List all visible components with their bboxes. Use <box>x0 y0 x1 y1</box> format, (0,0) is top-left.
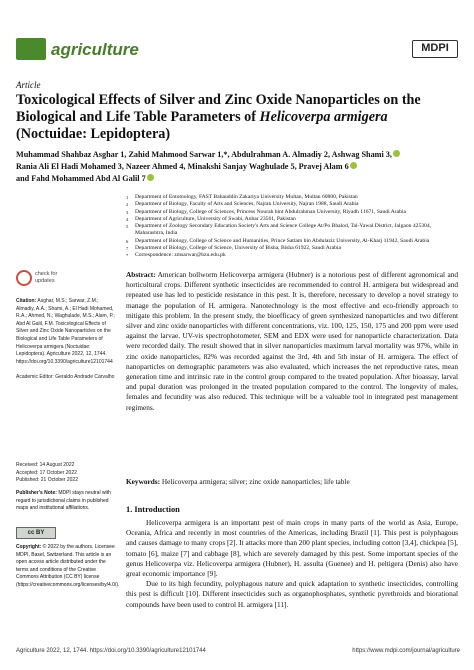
author-list <box>16 149 460 186</box>
orcid-icon[interactable] <box>147 174 154 181</box>
paragraph: Helicoverpa armigera is an important pest of main crops in many parts of the world as Asia, Europe, Oceania, Africa and recently in most countries of the Americas, including Brazil [1]. This pest is polyphagous and causes damage to many crops [2]. It attacks more than 200 plant species, including cotton [3,4], chickpea [5], tomato [6], maize [7] and cabbage [8], which are severely damaged by this pest. Some important species of the genus Helicoverpa viz. Helicoverpa armigera (Hubner), H. assulta (Guenee) and H. peltigera (Denis) also have great economic importance [9]. <box>126 518 458 579</box>
copyright-block: Copyright: © 2022 by the authors. Licensee MDPI, Basel, Switzerland. This article is an open access article distributed under the terms and conditions of the Creative Commons Attribution (CC BY) license (https://creativecommons.org/licenses/by/4.0/). <box>16 544 120 588</box>
paragraph: Due to its high fecundity, polyphagous nature and quick adaptation to synthetic insecticides, controlling this pest is difficult [10]. Different insecticides such as organophosphates, synthetic pyrethroids and biorational compounds have been used to control H. armigera [11]. <box>126 579 458 609</box>
citation-block: Citation: Asghar, M.S.; Sarwar, Z.M.; Almadiy, A.A.; Shami, A.; El Hadi Mohamed, R.A.; Ahmed, N.; Waghulade, M.S.; Alam, P.; Abd Al Galil, F.M. Toxicological Effects of Silver and Zinc Oxide Nanoparticles on the Biological and Life Table Parameters of Helicoverpa armigera (Noctuidae: Lepidoptera). Agriculture 2022, 12, 1744. https://doi.org/10.3390/agriculture12101744 Academic Editor: Geraldo Andrade Carvalho <box>16 298 115 380</box>
orcid-icon[interactable] <box>350 162 357 169</box>
author-line: Rania Ali El Hadi Mohamed 3, Nazeer Ahmed 4, Minakshi Sanjay Waghulade 5, Pravej Alam 6 <box>16 161 460 173</box>
article-type: Article <box>16 80 41 90</box>
affiliations <box>126 194 456 260</box>
affiliation-item: 1 Department of Entomology, FAST Bahauddin Zakariya University Multan, Multan 60800, Pakistan <box>126 194 358 200</box>
affiliation-item: 5 Department of Zoology Secondary Education Society's Arts and Science College At/Po Bhalod, Tal-Yawal District, Jalgaon 425304, Maharashtra, India <box>126 223 432 237</box>
dates-block: Received: 14 August 2022 Accepted: 17 October 2022 Published: 21 October 2022 <box>16 462 78 484</box>
affiliation-item: 4 Department of Agriculture, University of Swabi, Anbar 23561, Pakistan <box>126 215 296 222</box>
keywords: Keywords: Helicoverpa armigera; silver; zinc oxide nanoparticles; life table <box>126 477 350 486</box>
correspondence: * Correspondence: zmsarwar@bzu.edu.pk <box>126 252 226 259</box>
check-for-updates-button[interactable]: check for updates <box>16 270 76 288</box>
introduction-text <box>126 518 458 610</box>
affiliation-item: 6 Department of Biology, College of Science and Humanities, Prince Sattam bin Abdulaziz University, Al-Kharj 11942, Saudi Arabia <box>126 237 430 244</box>
abstract: Abstract: American bollworm Helicoverpa armigera (Hubner) is a notorious pest of different agronomical and horticultural crops. Different synthetic insecticides are recommended to control H. armigera but widespread and repeated use has led to pesticide resistance in this pest. It is, therefore, necessary to develop a novel strategy to manage the population of H. armigera. Nanotechnology is the most effective and eco-friendly approach to mitigate this problem. In the present study, the bioefficacy of green synthesized nanoparticles and two different silver and zinc oxide nanoparticles with different concentrations, viz. 100, 125, 150, 175 and 200 ppm were used against the larvae. UV-vis spectrophotometer, SEM and EDX were used for nanoparticle characterization. Data were recorded daily. The result showed that in silver nanoparticles maximum larval mortality was 97%, while in zinc oxide nanoparticles, 82% was recorded against the 3rd, 4th and 5th instar of H. armigera. The effect of nanoparticles on demographic parameters was also evaluated, which increases the net reproductive rates, mean generation time and intrinsic rate in the control group compared to the treated population. After bioassay, larval and pupal duration was prolonged in the treated population compared to the control. The longevity of males, females and fecundity was also reduced. This technique will be a valuable tool in integrated pest management regimens. <box>126 270 458 412</box>
author-line: Muhammad Shahbaz Asghar 1, Zahid Mahmood Sarwar 1,*, Abdulrahman A. Almadiy 2, Ashwag Shami 3, <box>16 149 460 161</box>
cc-license-icon[interactable]: cc BY <box>16 527 56 539</box>
affiliation-item: 7 Department of Biology, College of Science, University of Bisha, Bisha 61922, Saudi Arabia <box>126 245 341 252</box>
affiliation-item: 2 Department of Biology, Faculty of Arts and Sciences, Najran University, Najran 1988, Saudi Arabia <box>126 201 359 208</box>
author-line: and Fahd Mohammed Abd Al Galil 7 <box>16 173 460 185</box>
article-title: Toxicological Effects of Silver and Zinc Oxide Nanoparticles on the Biological and Life Table Parameters of Helicoverpa armigera (Noctuidae: Lepidoptera) <box>16 92 421 142</box>
publisher-note: Publisher's Note: MDPI stays neutral with regard to jurisdictional claims in published maps and institutional affiliations. <box>16 490 111 512</box>
page-footer: Agriculture 2022, 12, 1744. https://doi.org/10.3390/agriculture12101744 https://www.mdpi.com/journal/agriculture <box>16 648 460 654</box>
publisher-logo: MDPI <box>412 40 458 58</box>
journal-name: agriculture <box>51 40 139 59</box>
orcid-icon[interactable] <box>393 150 400 157</box>
check-updates-icon <box>16 270 32 286</box>
journal-logo-icon <box>16 38 46 60</box>
section-heading: 1. Introduction <box>126 505 180 514</box>
affiliation-item: 3 Department of Biology, College of Sciences, Princess Nourah bint Abdulrahman University, Riyadh 11671, Saudi Arabia <box>126 208 406 215</box>
